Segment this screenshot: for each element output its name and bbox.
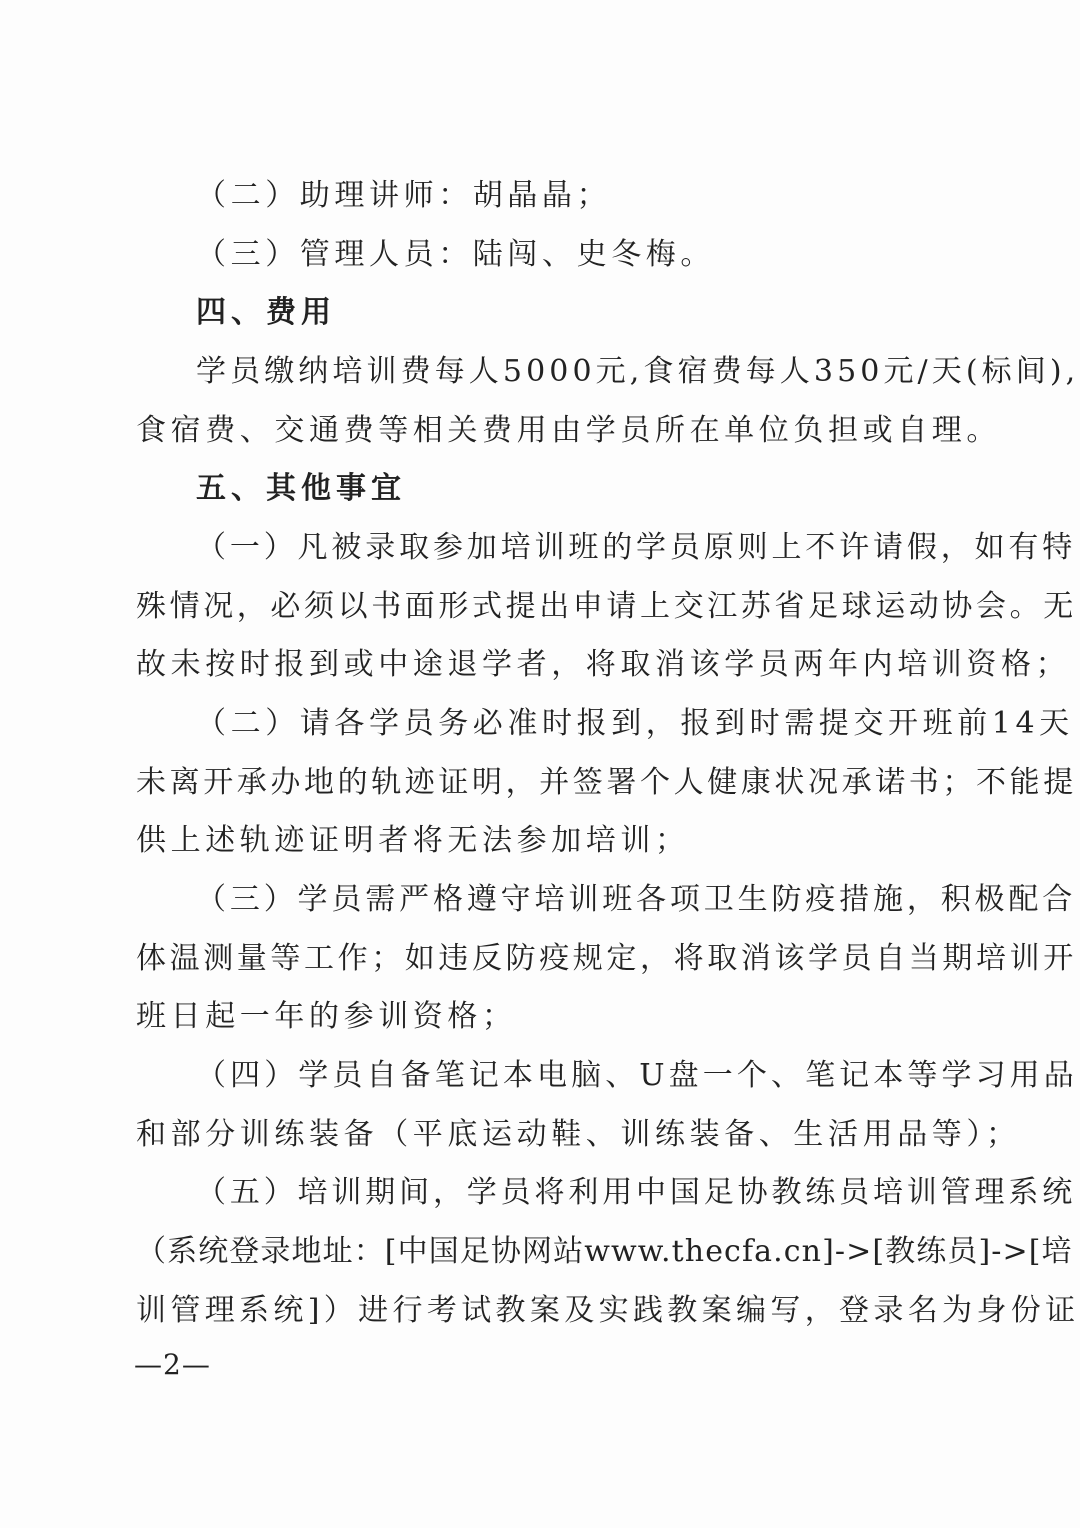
item-5-line-3: 训管理系统]）进行考试教案及实践教案编写，登录名为身份证: [136, 1293, 1080, 1328]
item-3-line-2: 体温测量等工作；如违反防疫规定，将取消该学员自当期培训开: [136, 941, 1077, 976]
staff-line: （三）管理人员：陆闯、史冬梅。: [196, 237, 715, 272]
item-2-line-1: （二）请各学员务必准时报到，报到时需提交开班前14天: [196, 706, 1074, 741]
fees-paragraph-line-2: 食宿费、交通费等相关费用由学员所在单位负担或自理。: [136, 413, 1001, 448]
item-5-line-1: （五）培训期间，学员将利用中国足协教练员培训管理系统: [196, 1175, 1077, 1210]
item-1-line-2: 殊情况，必须以书面形式提出申请上交江苏省足球运动协会。无: [136, 589, 1077, 624]
section-heading-fees: 四、费用: [196, 295, 336, 330]
item-3-line-1: （三）学员需严格遵守培训班各项卫生防疫措施，积极配合: [196, 882, 1077, 917]
item-5-line-2: （系统登录地址：[中国足协网站www.thecfa.cn]->[教练员]->[培: [136, 1234, 1073, 1269]
item-4-line-1: （四）学员自备笔记本电脑、U盘一个、笔记本等学习用品: [196, 1058, 1078, 1093]
section-heading-other-matters: 五、其他事宜: [196, 471, 406, 506]
page-number: —2—: [134, 1348, 211, 1381]
fees-paragraph-line-1: 学员缴纳培训费每人5000元,食宿费每人350元/天(标间),: [196, 354, 1080, 389]
item-2-line-3: 供上述轨迹证明者将无法参加培训；: [136, 823, 690, 858]
item-2-line-2: 未离开承办地的轨迹证明，并签署个人健康状况承诺书；不能提: [136, 765, 1077, 800]
item-3-line-3: 班日起一年的参训资格；: [136, 999, 517, 1034]
assistant-lecturer-line: （二）助理讲师：胡晶晶；: [196, 178, 612, 213]
item-4-line-2: 和部分训练装备（平底运动鞋、训练装备、生活用品等）；: [136, 1117, 1021, 1152]
item-1-line-1: （一）凡被录取参加培训班的学员原则上不许请假，如有特: [196, 530, 1077, 565]
item-1-line-3: 故未按时报到或中途退学者，将取消该学员两年内培训资格；: [136, 647, 1071, 682]
